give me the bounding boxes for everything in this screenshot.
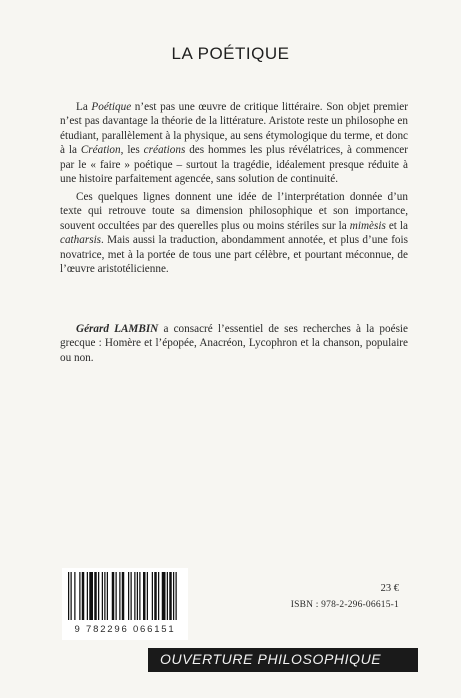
barcode-bar bbox=[119, 572, 120, 620]
barcode-bar bbox=[74, 572, 75, 620]
barcode-bar bbox=[71, 572, 72, 620]
barcode-number: 9 782296 066151 bbox=[74, 624, 176, 635]
isbn: ISBN : 978-2-296-06615-1 bbox=[290, 600, 399, 610]
summary-paragraph-1-text bbox=[60, 100, 408, 186]
barcode-bar bbox=[116, 572, 117, 620]
barcode-bar bbox=[137, 572, 138, 620]
book-title: LA POÉTIQUE bbox=[171, 44, 290, 63]
author-bio-body: a consacré l’essentiel de ses recherches à la poésie grecque : Homère et l’épopée, Anacréon, Lycophron et la chanson, populaire ou non. bbox=[60, 323, 409, 364]
barcode-bar bbox=[158, 572, 159, 620]
author-bio-text bbox=[60, 322, 408, 365]
summary-paragraph-2 bbox=[60, 190, 408, 276]
barcode-bar bbox=[104, 572, 105, 620]
barcode-bar bbox=[143, 572, 146, 620]
barcode-bar bbox=[98, 572, 99, 620]
barcode-bar bbox=[131, 572, 132, 620]
barcode-bar bbox=[112, 572, 115, 620]
barcode-bar bbox=[107, 572, 108, 620]
barcode-bar bbox=[79, 572, 80, 620]
barcode-bar bbox=[82, 572, 85, 620]
barcode-bar bbox=[167, 572, 168, 620]
barcode-bars bbox=[66, 572, 184, 622]
text-run: . Mais aussi la traduction, abondamment annotée, et plus d’une fois novatrice, met à la portée de tous une part célèbre, et pourtant méconnue, de l’œuvre aristotélicienne. bbox=[60, 234, 408, 276]
author-bio bbox=[60, 322, 408, 365]
barcode-bar bbox=[162, 572, 166, 620]
text-run: et la bbox=[385, 219, 408, 232]
barcode-bar bbox=[152, 572, 153, 620]
text-run: Ces quelques lignes donnent une idée de l’interprétation donnée d’un texte qui retrouve toute sa dimension philosophique et son importance, souvent occultées par des querelles plus ou moins stériles sur la bbox=[60, 191, 408, 232]
barcode-bar bbox=[128, 572, 129, 620]
barcode-bar bbox=[134, 572, 135, 620]
text-run: La bbox=[76, 101, 92, 113]
series-label: OUVERTURE PHILOSOPHIQUE bbox=[160, 651, 382, 667]
barcode-bar bbox=[102, 572, 103, 620]
barcode-bar bbox=[147, 572, 148, 620]
barcode-bar bbox=[122, 572, 125, 620]
barcode-bar bbox=[87, 572, 88, 620]
author-name: Gérard LAMBIN bbox=[76, 323, 159, 335]
series-band bbox=[148, 648, 418, 672]
barcode bbox=[62, 568, 188, 640]
barcode-bar bbox=[169, 572, 172, 620]
barcode-bar bbox=[139, 572, 140, 620]
barcode-bar bbox=[154, 572, 157, 620]
italic-term: créations bbox=[143, 144, 186, 157]
italic-term: catharsis bbox=[60, 234, 102, 247]
summary-paragraph-2-text bbox=[60, 190, 408, 276]
text-run: des hommes les plus révélatrices, à commencer par le « faire » poétique – surtout la tragédie, idéalement presque réduite à une histoire parfaitement agencée, sans solution de continuité. bbox=[60, 144, 408, 186]
barcode-bar bbox=[68, 572, 69, 620]
barcode-bar bbox=[176, 572, 177, 620]
text-run: , les bbox=[120, 144, 144, 157]
summary-paragraph-1 bbox=[60, 100, 408, 186]
barcode-bar bbox=[94, 572, 97, 620]
barcode-bar bbox=[89, 572, 93, 620]
price: 23 € bbox=[380, 583, 399, 594]
text-run: n’est pas une œuvre de critique littéraire. Son objet premier n’est pas davantage la théorie de la littérature. Aristote reste un philosophe en étudiant, parallèlement à la physique, au sens étymologique du terme, et donc à la bbox=[60, 101, 408, 157]
italic-term: Poétique bbox=[91, 101, 132, 113]
italic-term: Création bbox=[80, 144, 121, 157]
italic-term: mimèsis bbox=[349, 219, 386, 232]
barcode-bar bbox=[173, 572, 174, 620]
